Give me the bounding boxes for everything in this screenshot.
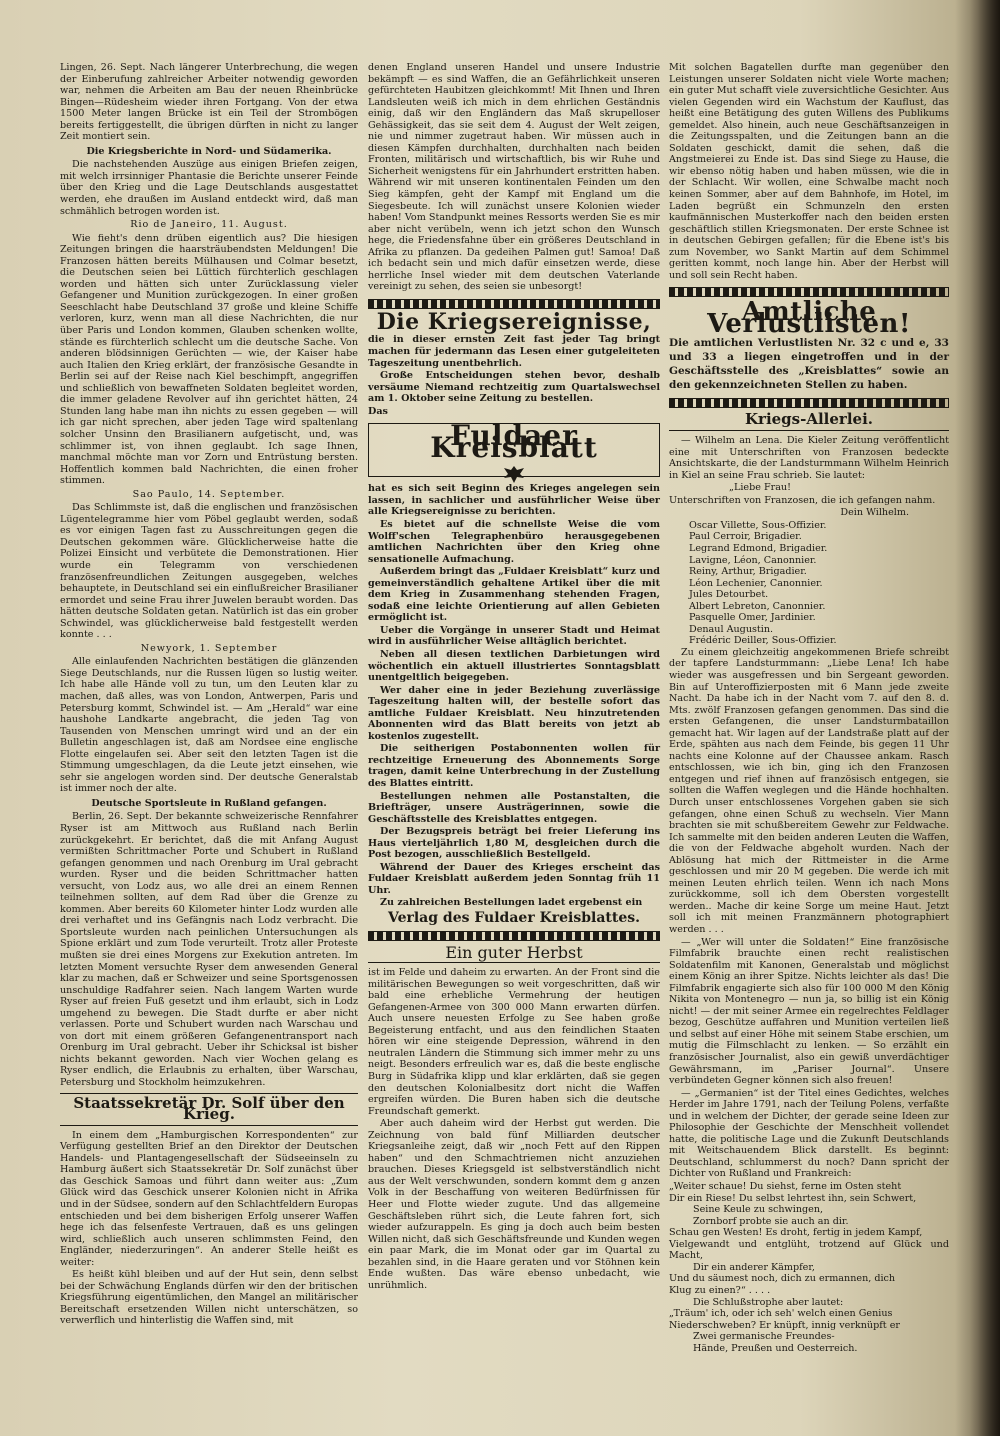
paragraph-ad-12: Während der Dauer des Krieges erscheint das Fuldaer Kreisblatt außerdem jeden Sonntag früh 11 Uhr. — [368, 861, 660, 896]
paragraph-ad-4: Es bietet auf die schnellste Weise die vom Wolff'schen Telegraphenbüro herausgegebenen amtlichen Nachrichten über den Krieg ohne sensationelle Aufmachung. — [368, 518, 660, 565]
divider — [368, 962, 660, 963]
list-item: Oscar Villette, Sous-Offizier. — [689, 519, 827, 531]
ornamental-divider — [368, 299, 660, 309]
paragraph-herbst-2: Aber auch daheim wird der Herbst gut werden. Die Zeichnung von bald fünf Milliarden deutscher Kriegsanleihe zeigt, daß wir „noch Fett auf den Rippen haben“ und den Schmachtriemen nicht anzuziehen brauchen. Dieses Kriegsgeld ist selbstverständlich nicht aus der Welt verschwunden, sondern kommt dem g anzen Volk in der Beschaffung von weiteren Bedürfnissen für Heer und Flotte wieder zugute. Und das allgemeine Geschäftsleben rührt sich, die Leute fahren fort, sich wieder aufzurappeln. Es ging ja doch auch beim besten Willen nicht, daß sich Geschäftsfreunde und Kunden wegen ein paar Mark, die im Monat oder gar im Quartal zu bezahlen sind, in die Haare geraten und vor Stöhnen kein Ende wußten. Das wäre ebenso unbedacht, wie unrühmlich. — [368, 1118, 660, 1291]
paragraph-ad-11: Der Bezugspreis beträgt bei freier Lieferung ins Haus vierteljährlich 1,80 M, desgleichen durch die Post bezogen, ausschließlich Bestellgeld. — [368, 826, 660, 861]
poem-line: Klug zu einen?“ . . . . — [669, 1284, 771, 1296]
dateline-rio: Rio de Janeiro, 11. August. — [130, 219, 288, 231]
headline-sportsleute: Deutsche Sportsleute in Rußland gefangen. — [91, 797, 327, 809]
poem-line: Dir ein Riese! Du selbst lehrtest ihn, sein Schwert, — [669, 1192, 917, 1204]
paragraph-herbst-1: ist im Felde und daheim zu erwarten. An der Front sind die militärischen Bewegungen so weit vorgeschritten, daß wir bald eine erhebliche Vermehrung der heutigen Gefangenen-Armee von 300 000 Mann erwarten dürfen. Auch unsere neuesten Erfolge zu See haben große Begeisterung entfacht, und aus den feindlichen Staaten hören wir eine steigende Depression, während in den neutralen Ländern die Stimmung sich immer mehr zu uns neigt. Besonders erfreulich war es, daß die beste englische Burg in Südafrika klipp und klar erklärten, daß sie gegen den deutschen Kolonialbesitz dort nicht die Waffen ergreifen würden. Die Buren haben sich die deutsche Freundschaft gemerkt. — [368, 967, 660, 1117]
headline-kriegsereignisse: Die Kriegsereignisse, — [376, 308, 652, 335]
poem-line: Zwei germanische Freundes- — [693, 1331, 835, 1343]
paragraph-ad-8: Wer daher eine in jeder Beziehung zuverlässige Tageszeitung halten will, der bestelle sofort das amtliche Fuldaer Kreisblatt. Neu hinzutretenden Abonnenten wird das Blatt bereits von jetzt ab kostenlos zugestellt. — [368, 684, 660, 742]
article-bingen-bridge: Lingen, 26. Sept. Nach längerer Unterbrechung, die wegen der Einberufung zahlreicher Arbeiter notwendig geworden war, nehmen die Arbeiten am Bau der neuen Rheinbrücke Bingen—Rüdesheim wieder ihren Fortgang. Von der etwa 1500 Meter langen Brücke ist ein Teil der Strombögen bereits fertiggestellt, die übrigen dürften in nicht zu langer Zeit montiert sein. — [60, 62, 358, 143]
poem-line: Dir ein anderer Kämpfer, — [693, 1261, 815, 1273]
paragraph-ad-7: Neben all diesen textlichen Darbietungen wird wöchentlich ein aktuell illustriertes Sonntagsblatt unentgeltlich beigegeben. — [368, 648, 660, 684]
paragraph-germanien: — „Germanien“ ist der Titel eines Gedichtes, welches Herder im Jahre 1791, nach der Teilung Polens, verfaßte und in welchem der Dichter, der gerade seine Ideen zur Philosophie der Geschichte der Menschheit vollendet hatte, die politische Lage und die Zukunft Deutschlands mit Weitschauendem Blick darstellt. Es beginnt: Deutschland, schlummerst du noch? Dann spricht der Dichter von Rußland und Frankreich: — [669, 1087, 949, 1180]
paragraph-solf-continued: denen England unseren Handel und unsere Industrie bekämpft — es sind Waffen, die an Gefährlichkeit unseren gefürchteten Haubitzen gleichkommt! Mit Ihnen und Ihren Landsleuten weiß ich mich in dem ehrlichen Geständnis einig, daß wir den Engländern das Maß skrupelloser Gehässigkeit, das sie seit dem 4. August der Welt zeigen, nie und nimmer zugetraut haben. Wir müssen auch in diesen Kämpfen durchhalten, durchhalten nach beiden Fronten, militärisch und wirtschaftlich, bis wir Ruhe und Sicherheit wenigstens für ein Jahrhundert erstritten haben. Während wir mit unseren kontinentalen Feinden um den Sieg kämpfen, geht der Kampf mit England um die Siegesbeute. Ich will zunächst unsere Kolonien wieder haben! Vom Standpunkt meines Ressorts werden Sie es mir aber nicht verübeln, wenn ich jetzt schon den Wunsch hege, die Friedensfahne über ein größeres Deutschland in Afrika zu pflanzen. Da gedeihen Palmen gut! Samoa! Daß ich bedacht sein und mich dafür einsetzen werde, diese herrliche Insel wieder mit dem deutschen Vaterlande vereinigt zu sehen, des seien sie unbesorgt! — [368, 62, 660, 293]
column-middle — [368, 62, 660, 1292]
eagle-emblem-icon — [502, 464, 526, 484]
paragraph-intro: Die nachstehenden Auszüge aus einigen Briefen zeigen, mit welch irrsinniger Phantasie die Berichte unserer Feinde über den Krieg und die Lage Deutschlands ausgestattet werden, ehe draußen im Ausland entdeckt wird, daß man schmählich betrogen worden ist. — [60, 159, 358, 217]
paragraph-ad-9: Die seitherigen Postabonnenten wollen für rechtzeitige Erneuerung des Abonnements Sorge tragen, damit keine Unterbrechung in der Zustellung des Blattes eintritt. — [368, 743, 660, 789]
paragraph-solf-2: Es heißt kühl bleiben und auf der Hut sein, denn selbst bei der Schwächung Englands dürfen wir den der britischen Kriegsführung eigentümlichen, den Mangel an militärischer Bereitschaft ersetzenden Willen nicht unterschätzen, so verwerflich und hinterlistig die Waffen sind, mit — [60, 1269, 358, 1327]
list-item: Lavigne, Léon, Canonnier. — [689, 554, 817, 566]
paragraph-ad-2: Große Entscheidungen stehen bevor, deshalb versäume Niemand rechtzeitig zum Quartalswechsel am 1. Oktober seine Zeitung zu bestellen. — [368, 370, 660, 405]
column-right — [669, 62, 949, 1354]
headline-solf: Staatssekretär Dr. Solf über den Krieg. — [73, 1093, 345, 1124]
headline-verlustlisten: Amtliche Verlustlisten! — [707, 297, 911, 339]
headline-kriegsberichte: Die Kriegsberichte in Nord- und Südamerika. — [86, 145, 332, 157]
list-item: Albert Lebreton, Canonnier. — [689, 600, 826, 612]
dateline-sao-paulo: Sao Paulo, 14. September. — [132, 488, 286, 500]
paragraph-herbst-continued: Mit solchen Bagatellen durfte man gegenüber den Leistungen unserer Soldaten nicht viele Worte machen; ein guter Mut schafft viele zuversichtliche Gesichter. Aus vielen Gegenden wird ein Wachstum der Kauflust, das heißt eine Betätigung des guten Willens des Publikums gemeldet. Also hinein, auch neue Geschäftsanzeigen in die Zeitungsspalten, und die Zeitungen bann an die Soldaten geschickt, damit die sehen, daß die Angstmeierei zu Ende ist. Das sind Siege zu Hause, die wir ebenso nötig haben und haben müssen, wie die in der Schlacht. Wir wollen, eine Schwalbe macht noch keinen Sommer, aber auf dem Bahnhofe, im Hotel, im Laden begrüßt ein Schmunzeln den ersten kaufmännischen Musterkoffer nach den beiden ersten geschäftlich stillen Kriegsmonaten. Der erste Schnee ist in deutschen Gebirgen gefallen; für die Ebene ist's bis zum November, wo Sankt Martin auf dem Schimmel geritten kommt, noch lange hin. Aber der Herbst will und soll sein Recht haben. — [669, 62, 949, 281]
letter-salutation: „Liebe Frau! — [729, 482, 791, 494]
ornamental-divider — [669, 398, 949, 408]
poem-line: „Weiter schaue! Du siehst, ferne im Osten steht — [669, 1181, 902, 1193]
list-item: Reiny, Arthur, Brigadier. — [689, 566, 807, 578]
poem-line: Schau gen Westen! Es droht, fertig in jedem Kampf, — [669, 1227, 923, 1239]
poem-line: Niederschweben? Er knüpft, innig verknüpft er — [669, 1319, 900, 1331]
poem-germanien — [669, 1181, 949, 1354]
verlustlisten-notice: Die amtlichen Verlustlisten Nr. 32 c und e, 33 und 33 a liegen eingetroffen und in der Geschäftsstelle des „Kreisblattes“ sowie an den gekennzeichneten Stellen zu haben. — [669, 337, 949, 392]
label-das: Das — [368, 405, 388, 417]
paragraph-sportsleute: Berlin, 26. Sept. Der bekannte schweizerische Rennfahrer Ryser ist am Mittwoch aus Rußland nach Berlin zurückgekehrt. Er berichtet, daß die mit Anfang August vermißten Schrittmacher Porte und Schubert in Rußland gefangen genommen und nach Orenburg im Ural gebracht wurden. Ryser und die beiden Schrittmacher hatten versucht, von Lodz aus, wo alle drei an einem Rennen teilnehmen sollten, auf dem Rad über die Grenze zu kommen. Aber bereits 60 Kilometer hinter Lodz wurden alle drei verhaftet und ins Gefängnis nach Lodz verbracht. Die Sportsleute wurden nach peinlichen Untersuchungen als Spione erklärt und zum Tode verurteilt. Trotz aller Proteste mußten sie drei eines Morgens zur Exekution antreten. Im letzten Moment versuchte Ryser dem anwesenden General klar zu machen, daß er Schweizer und seine Sportsgenossen unschuldige Radfahrer seien. Nach langem Warten wurde Ryser auf freien Fuß gesetzt und ihm erlaubt, sich in Lodz umgehend zu bewegen. Die Stadt durfte er aber nicht verlassen. Porte und Schubert wurden nach Warschau und von dort mit einem größeren Gefangenentransport nach Orenburg im Ural gebracht. Ueber ihr Schicksal ist bisher nichts bekannt geworden. Nach vier Wochen gelang es Ryser endlich, die Erlaubnis zu erhalten, über Warschau, Petersburg und Stockholm heimzukehren. — [60, 811, 358, 1089]
poem-line: Und du säumest noch, dich zu ermannen, dich — [669, 1273, 896, 1285]
paragraph-ad-1: die in dieser ernsten Zeit fast jeder Tag bringt machen für jedermann das Lesen einer gutgeleiteten Tageszeitung unentbehrlich. — [368, 334, 660, 369]
list-item: Jules Detourbet. — [689, 589, 769, 601]
headline-kriegs-allerlei: Kriegs-Allerlei. — [745, 410, 873, 429]
paragraph-ad-3: hat es sich seit Beginn des Krieges angelegen sein lassen, in sachlicher und ausführlicher Weise über alle Kriegsereignisse zu berichten. — [368, 483, 660, 518]
poem-line: Hände, Preußen und Oesterreich. — [693, 1342, 858, 1354]
ornamental-divider — [669, 287, 949, 297]
publisher-signature: Verlag des Fuldaer Kreisblattes. — [388, 910, 640, 926]
paragraph-wilhelm-lena: — Wilhelm an Lena. Die Kieler Zeitung veröffentlicht eine mit Unterschriften von Franzosen bedeckte Ansichtskarte, die der Landsturmmann Wilhelm Heinrich in Kiel an seine Frau schrieb. Sie lautet: — [669, 435, 949, 481]
poem-line: Seine Keule zu schwingen, — [693, 1204, 824, 1216]
list-item: Frédéric Deiller, Sous-Offizier. — [689, 635, 837, 647]
paragraph-ad-13: Zu zahlreichen Bestellungen ladet ergebenst ein — [380, 897, 643, 909]
list-item: Denaul Augustin. — [689, 623, 774, 635]
page-fold-shadow — [955, 0, 1000, 1436]
letter-line: Unterschriften von Franzosen, die ich gefangen nahm. — [669, 494, 936, 506]
paragraph-sao-paulo: Das Schlimmste ist, daß die englischen und französischen Lügentelegramme hier vom Pöbel geglaubt werden, sodaß es vor einigen Tagen fast zu Ausschreitungen gegen die Deutschen gekommen wäre. Glücklicherweise hatte die Polizei Einsicht und verbütete die Demonstrationen. Hier wurde ein Telegramm von verschiedenen französenfreundlichen Zeitungen ausgegeben, welches behauptete, in Deutschland sei ein einflußreicher Brasilianer ermordet und seine Frau ihrer Juwelen beraubt worden. Das hätten deutsche Soldaten getan. Natürlich ist das ein grober Schwindel, was glücklicherweise bald festgestellt werden konnte . . . — [60, 502, 358, 641]
paragraph-ad-5: Außerdem bringt das „Fuldaer Kreisblatt“ kurz und gemeinverständlich gehaltene Artikel über die mit dem Krieg in Zusammenhang stehenden Fragen, sodaß eine leichte Orientierung auf allen Gebieten ermöglicht ist. — [368, 566, 660, 624]
letter-signature: Dein Wilhelm. — [840, 507, 909, 519]
paragraph-rio: Wie fieht's denn drüben eigentlich aus? Die hiesigen Zeitungen bringen die haarsträubendsten Meldungen! Die Franzosen hätten bereits Mülhausen und Colmar besetzt, die Deutschen seien bei Lüttich fürchterlich geschlagen worden und hätten sich unter Zurücklassung vieler Gefangener und Munition zurückgezogen. In einer großen Seeschlacht habe Deutschland 37 große und kleine Schiffe verloren, kurz, wenn man all diese Nachrichten, die nur über Paris und London kommen, Glauben schenken wollte, stände es fürchterlich schlecht um die deutsche Sache. Von anderen blödsinnigen Gerüchten — wie, der Kaiser habe auch Italien den Krieg erklärt, der französische Gesandte in Berlin sei auf der Reise nach Kiel beschimpft, angegriffen und schließlich von bewaffneten Soldaten begleitet worden, die immer geladene Revolver auf ihn gerichtet hätten, 24 Stunden lang habe man ihn nichts zu essen gegeben — will ich gar nicht sprechen, aber jeden Tage wird spaltenlang solcher Unsinn den Brasilianern aufgetischt, und, was schlimmer ist, von ihnen geglaubt. Ich sage Ihnen, manchmal möchte man vor Zorn und Entrüstung bersten. Hoffentlich kommen bald Nachrichten, die einen froher stimmen. — [60, 232, 358, 487]
poem-line: Die Schlußstrophe aber lautet: — [693, 1296, 844, 1308]
ornamental-divider — [368, 931, 660, 941]
list-item: Paul Cerroir, Brigadier. — [689, 531, 802, 543]
paragraph-solf-1: In einem dem „Hamburgischen Korrespondenten“ zur Verfügung gestellten Brief an den Direktor der Deutschen Handels- und Plantagengesellschaft der Südseeinseln zu Hamburg äußert sich Staatssekretär Dr. Solf zunächst über das Geschick Samoas und führt dann weiter aus: „Zum Glück wird das Geschick unserer Kolonien nicht in Afrika und in der Südsee, sondern auf den Schlachtfeldern Europas entschieden und bei dem bisherigen Erfolg unserer Waffen hege ich das felsenfeste Vertrauen, daß es uns gelingen wird, schließlich auch unseren schlimmsten Feind, den Engländer, niederzuringen“. An anderer Stelle heißt es weiter: — [60, 1129, 358, 1268]
masthead-title: Fuldaer Kreisblatt — [430, 419, 598, 464]
column-left — [60, 62, 358, 1328]
paragraph-newyork: Alle einlaufenden Nachrichten bestätigen die glänzenden Siege Deutschlands, nur die Russen lügen so lustig weiter. Ich habe alle Hände voll zu tun, um den Leuten klar zu machen, daß alles, was von London, Antwerpen, Paris und Petersburg kommt, Schwindel ist. — Am „Herald“ war eine haushohe Landkarte angebracht, die jeden Tag von Tausenden von Menschen umringt wird und an der ein Bulletin angeschlagen ist, daß am Nordsee eine englische Flotte eingelaufen sei. Aber seit den letzten Tagen ist die Stimmung umgeschlagen, da die Leute jetzt einsehen, wie sehr sie angelogen worden sind. Der deutsche Generalstab ist immer noch der alte. — [60, 656, 358, 795]
signatures-list — [689, 520, 949, 647]
poem-line: „Träum' ich, oder ich seh' welch einen Genius — [669, 1308, 893, 1320]
dateline-newyork: Newyork, 1. September — [140, 642, 278, 654]
paragraph-soldaten-film: — „Wer will unter die Soldaten!“ Eine französische Filmfabrik brauchte einen recht realistischen Soldatenfilm mit Kanonen, Generalstab und möglichst einem König an ihrer Spitze. Nichts leichter als das! Die Filmfabrik engagierte sich also für 100 000 M den König Nikita von Montenegro — nun ja, so billig ist ein König nicht! — der mit seiner Armee ein regelrechtes Feldlager bezog, Geschütze auffahren und Munition verteilen ließ und selbst auf einer Höhe mit seinem Stabe erschien, um mutig die Filmschlacht zu lenken. — So erzählt ein französischer Journalist, also ein gewiß unverdächtiger Gewährsmann, im „Pariser Journal“. Unsere verbündeten Gegner können sich also freuen! — [669, 936, 949, 1087]
poem-line: Vielgewandt und entglüht, trotzend auf Glück und Macht, — [669, 1238, 949, 1262]
list-item: Pasquelle Omer, Jardinier. — [689, 612, 816, 624]
divider — [669, 430, 949, 431]
divider — [60, 1125, 358, 1126]
headline-guter-herbst: Ein guter Herbst — [445, 942, 583, 962]
paragraph-ad-6: Ueber die Vorgänge in unserer Stadt und Heimat wird in ausführlicher Weise alltäglich berichtet. — [368, 624, 660, 648]
poem-line: Zornborf probte sie auch an dir. — [693, 1215, 849, 1227]
paragraph-ad-10: Bestellungen nehmen alle Postanstalten, die Briefträger, unsere Austrägerinnen, sowie die Geschäftsstelle des Kreisblattes entgegen. — [368, 790, 660, 825]
paragraph-lena-letter: Zu einem gleichzeitig angekommenen Briefe schreibt der tapfere Landsturmmann: „Liebe Lena! Ich habe wieder was ausgefressen und bin Sergeant geworden. Bin auf Unteroffizierposten mit 6 Mann jede zweite Nacht. Da habe ich in der Nacht vom 7. auf den 8. d. Mts. zwölf Franzosen gefangen genommen. Das sind die ersten Gefangenen, die unser Landsturmbataillon gemacht hat. Wir lagen auf der Landstraße platt auf der Erde, spähten aus nach dem Feinde, bis gegen 11 Uhr nachts eine Kolonne auf der Chaussee ankam. Rasch entschlossen, wie ich bin, ging ich den Franzosen entgegen und rief ihnen auf französisch entgegen, sie sollten die Waffen weglegen und die Hände hochhalten. Durch unser entschlossenes Vorgehen gaben sie sich gefangen, ohne einen Schuß zu wechseln. Vier Mann brachten sie mit schußbereitem Gewehr zur Feldwache. Ich sammelte mit den beiden anderen Leuten die Waffen, die von der Feldwache abgeholt wurden. Nach der Ablösung hat mich der Rittmeister in die Arme geschlossen und mir 20 M gegeben. Die werde ich mit meinen Leuten ehrlich teilen. Wenn ich nach Mons zurückkomme, soll ich dem Obersten vorgestellt werden.. Mache dir keine Sorge um meine Haut. Jetzt soll ich mit meinen Franzmännern photographiert werden . . . — [669, 646, 949, 935]
list-item: Legrand Edmond, Brigadier. — [689, 542, 828, 554]
list-item: Léon Lechenier, Canonnier. — [689, 577, 823, 589]
masthead-fuldaer-kreisblatt — [368, 419, 660, 477]
